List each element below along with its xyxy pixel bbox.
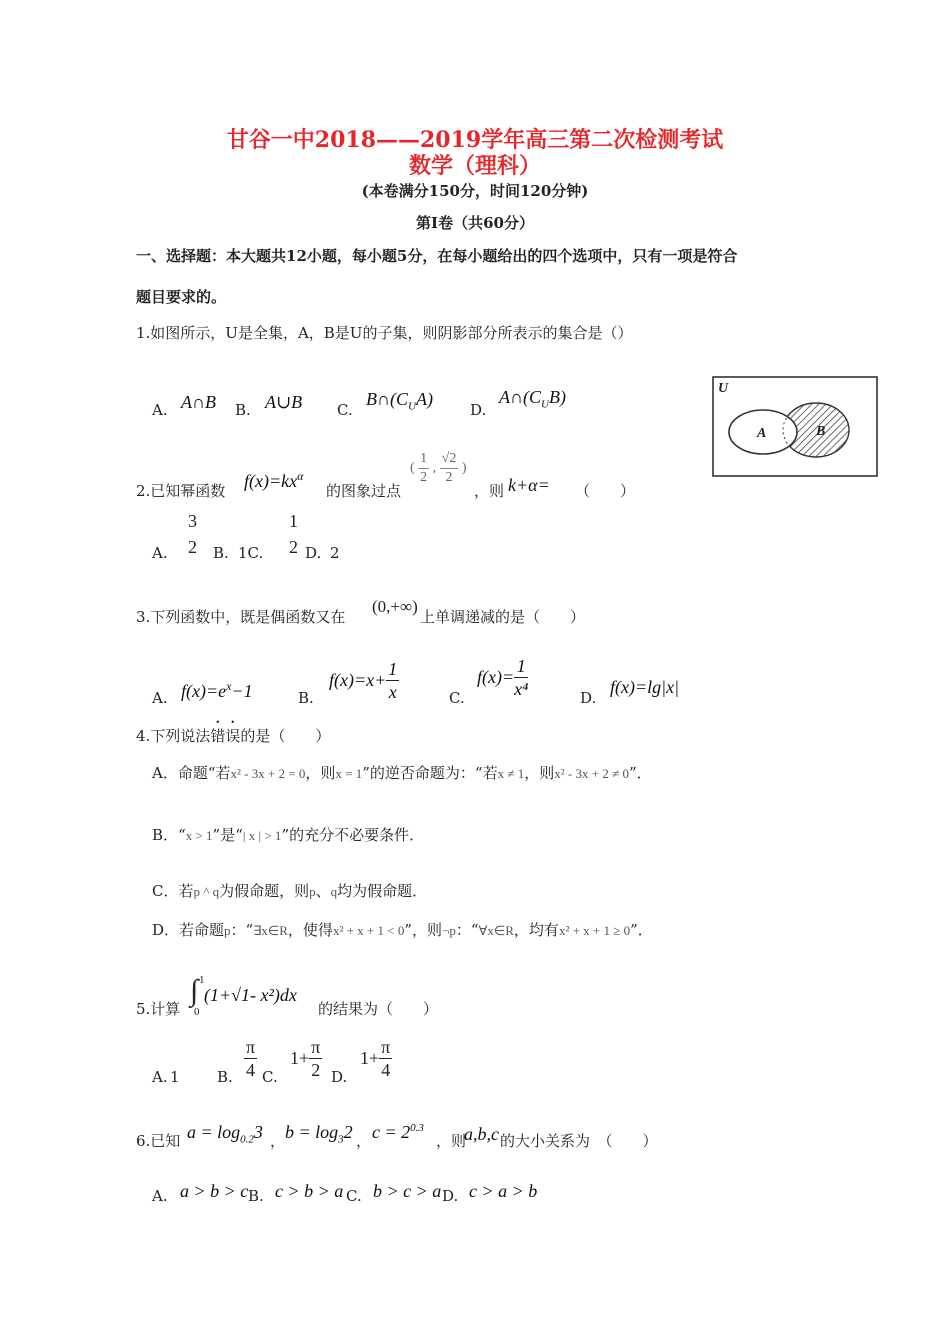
var-a-def: $a = \log_{0.2}3$ xyxy=(187,1122,263,1146)
option-label: C. xyxy=(262,1068,278,1086)
option-value: A∩B xyxy=(181,392,216,412)
option-label: B. xyxy=(298,689,314,707)
option-value: 1C. xyxy=(238,544,264,562)
option-value: f(x)=lg|x| xyxy=(610,677,680,697)
option-value: $f(x)=e^x-1$ xyxy=(181,679,253,701)
option-value: 1+ $\frac{\pi}{4}$ xyxy=(360,1037,391,1080)
option-value: a > b > c xyxy=(180,1181,249,1201)
option-label: D. xyxy=(442,1187,459,1205)
var-b-def: $b = \log_32$ xyxy=(285,1122,353,1146)
option-label: D. xyxy=(580,689,597,707)
option-value: $A\cap(C_UB)$ xyxy=(499,387,566,411)
q4-option-b: B．“x > 1”是“| x | > 1”的充分不必要条件． xyxy=(152,826,425,844)
option-label: A. xyxy=(152,689,168,707)
option-label: C. xyxy=(337,401,353,419)
option-label: B. xyxy=(213,544,229,562)
option-value: 3 2 xyxy=(188,511,197,557)
exam-title: 甘谷一中2018——2019学年高三第二次检测考试 xyxy=(226,127,724,153)
option-label: A. xyxy=(152,1187,168,1205)
option-label: B. xyxy=(235,401,251,419)
interval: (0,+∞) xyxy=(372,597,418,616)
q1-stem: 1.如图所示，U是全集，A，B是U的子集，则阴影部分所表示的集合是（） xyxy=(136,324,633,342)
q4-stem: 4.下列说法错误的是（ ） xyxy=(136,727,331,745)
point: ( $\frac{1}{2}$ , $\frac{√2}{2}$ ) xyxy=(410,451,467,485)
venn-u-label: U xyxy=(718,381,729,396)
option-label: D. xyxy=(470,401,487,419)
option-value: f(x)= $\frac{1}{\text{x⁴}}$ xyxy=(477,656,529,699)
q4-option-a: A．命题“若x² - 3x + 2 = 0，则x = 1”的逆否命题为：“若x ≠ 1，则x² - 3x + 2 ≠ 0”． xyxy=(152,764,652,782)
option-label: D. xyxy=(331,1068,348,1086)
option-value: f(x)=x+ $\frac{1}{x}$ xyxy=(329,659,398,702)
vars: a,b,c xyxy=(464,1124,499,1144)
option-value: c > a > b xyxy=(469,1181,538,1201)
power-function: $f(x)=kx^\alpha$ xyxy=(244,469,304,491)
option-value: $\frac{\pi}{4}$ xyxy=(246,1037,256,1080)
option-label: D. xyxy=(305,544,322,562)
option-value: c > b > a xyxy=(275,1181,344,1201)
option-label: A. xyxy=(152,401,168,419)
q4-option-c: C．若p ^ q为假命题，则p、q均为假命题． xyxy=(152,882,428,900)
option-value: A∪B xyxy=(265,392,303,412)
integral-upper: 1 xyxy=(199,974,205,986)
sum-expression: k+α= xyxy=(508,475,550,495)
option-label: B. xyxy=(248,1187,264,1205)
option-value: 1 xyxy=(170,1068,180,1086)
exam-subject: 数学（理科） xyxy=(408,153,541,179)
option-label: C. xyxy=(449,689,465,707)
option-label: C. xyxy=(346,1187,362,1205)
var-c-def: $c = 2^{0.3}$ xyxy=(372,1122,424,1142)
option-label: A. xyxy=(152,1068,168,1086)
q4-option-d: D．若命题p：“∃x∈R，使得x² + x + 1 < 0”，则¬p：“∀x∈R，均有x² + x + 1 ≥ 0”． xyxy=(152,921,653,939)
venn-diagram xyxy=(712,376,878,477)
part-title: 第I卷（共60分） xyxy=(416,214,534,232)
option-value: 2 xyxy=(330,544,340,562)
option-value: 1 2 xyxy=(289,511,298,557)
section-heading-cont: 题目要求的。 xyxy=(136,288,227,306)
option-label: A. xyxy=(152,544,168,562)
exam-info: (本卷满分150分，时间120分钟) xyxy=(361,182,589,200)
option-value: b > c > a xyxy=(373,1181,442,1201)
option-label: B. xyxy=(217,1068,233,1086)
integral-lower: 0 xyxy=(194,1006,200,1018)
option-value: $B\cap(C_UA)$ xyxy=(366,389,433,413)
venn-b-label: B xyxy=(816,424,826,439)
section-heading: 一、选择题：本大题共12小题，每小题5分，在每小题给出的四个选项中，只有一项是符合 xyxy=(136,247,738,265)
option-value: 1+ $\frac{\pi}{2}$ xyxy=(290,1037,321,1080)
venn-a-label: A xyxy=(757,426,767,441)
integrand: (1+√1- x²)dx xyxy=(204,985,297,1005)
integral-sign: ∫ xyxy=(190,974,199,1007)
